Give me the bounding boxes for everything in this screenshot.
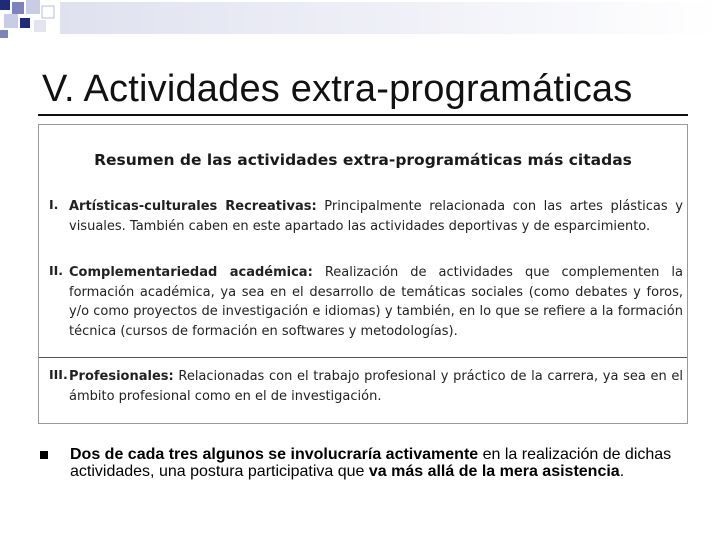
deco-square (12, 2, 24, 14)
fade-bar (60, 2, 720, 34)
deco-square (34, 20, 46, 32)
summary-box-title: Resumen de las actividades extra-programáticas más citadas (94, 151, 632, 169)
bullet-point (40, 446, 690, 480)
slide-title: V. Actividades extra-programáticas (42, 68, 633, 110)
item-text (69, 197, 683, 236)
bullet-bold-text: Dos de cada tres algunos se involucraría activamente (70, 446, 479, 463)
summary-item (49, 367, 683, 406)
deco-square (4, 14, 18, 28)
bullet-plain-text: en la realización de dichas actividades, una postura participativa que (70, 446, 672, 480)
section-divider (39, 357, 687, 358)
item-number: II. (49, 263, 64, 278)
corner-decoration (0, 0, 720, 40)
deco-square (0, 0, 10, 10)
deco-square (42, 6, 54, 18)
deco-square (26, 0, 40, 14)
item-description: Principalmente relacionada con las artes plásticas y visuales. También caben en este apartado las actividades deportivas y de esparcimiento. (69, 199, 683, 234)
square-bullet-icon (40, 451, 48, 459)
decorative-squares-graphic (0, 0, 720, 40)
deco-square (0, 30, 8, 38)
bullet-plain-text: . (619, 463, 625, 480)
item-label: Artísticas-culturales Recreativas: (69, 199, 317, 214)
title-underline (38, 114, 688, 116)
item-label: Profesionales: (69, 369, 174, 384)
bullet-text (70, 446, 690, 480)
deco-square (20, 18, 30, 28)
bullet-bold-text: va más allá de la mera asistencia (368, 463, 620, 480)
item-description: Relacionadas con el trabajo profesional y práctico de la carrera, ya sea en el ámbito profesional como en el de investigación. (69, 369, 683, 404)
summary-box (38, 124, 688, 424)
item-text (69, 367, 683, 406)
summary-item (49, 263, 683, 341)
summary-item (49, 197, 683, 236)
item-label: Complementariedad académica: (69, 265, 313, 280)
item-number: I. (49, 197, 59, 212)
item-description: Realización de actividades que complementen la formación académica, ya sea en el desarrollo de temáticas sociales (como debates y foros, y/o como proyectos de investigación e idiomas) y también, en lo que se refiere a la formación técnica (cursos de formación en softwares y metodologías). (69, 265, 683, 339)
item-text (69, 263, 683, 341)
item-number: III. (49, 367, 68, 382)
